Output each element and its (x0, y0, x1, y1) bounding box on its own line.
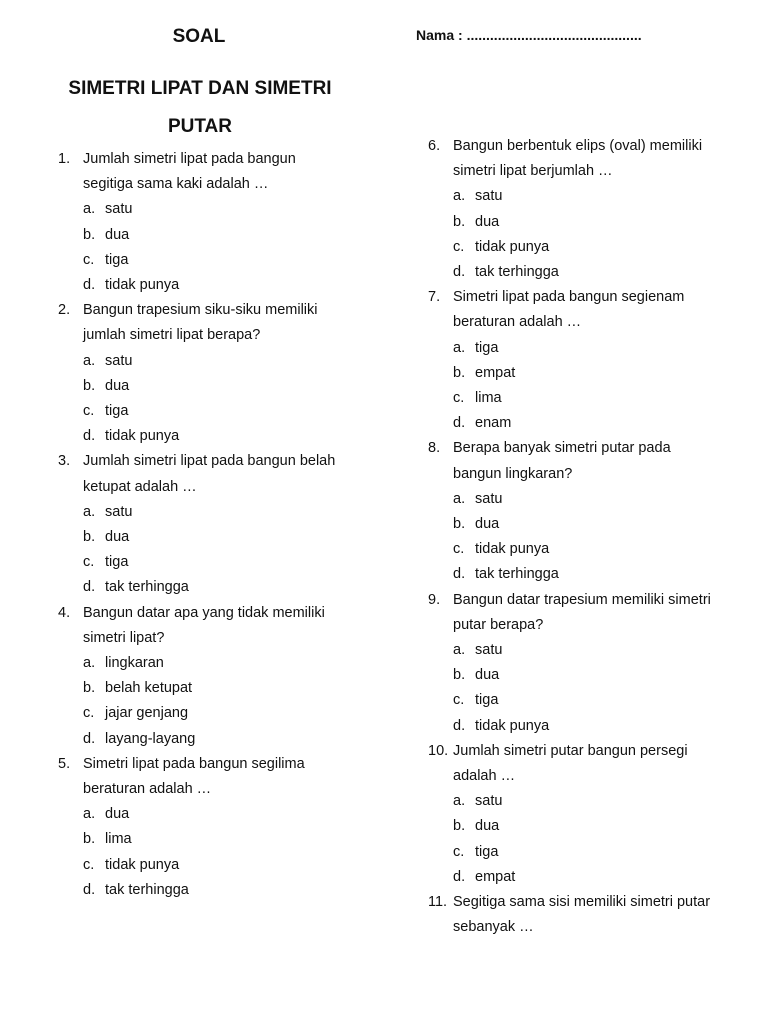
question-number (58, 172, 83, 197)
question-line (58, 172, 378, 197)
question-number (428, 613, 453, 638)
question-number (428, 462, 453, 487)
answer-option[interactable] (58, 878, 378, 903)
question-number (428, 915, 453, 940)
question-text: Bangun datar apa yang tidak memiliki (83, 604, 325, 621)
option-letter: b. (453, 516, 466, 533)
answer-option[interactable] (428, 336, 748, 361)
question-4 (58, 601, 378, 752)
question-3 (58, 449, 378, 600)
question-number: 7. (428, 289, 441, 306)
option-letter: a. (453, 188, 466, 205)
answer-option[interactable] (428, 789, 748, 814)
answer-option[interactable] (58, 853, 378, 878)
answer-option[interactable] (428, 840, 748, 865)
answer-option[interactable] (58, 500, 378, 525)
question-10 (428, 739, 748, 890)
option-text: satu (475, 642, 503, 659)
option-text: tiga (475, 843, 499, 860)
answer-option[interactable] (58, 676, 378, 701)
question-number (428, 310, 453, 335)
question-line (428, 890, 748, 915)
answer-option[interactable] (428, 663, 748, 688)
answer-option[interactable] (428, 714, 748, 739)
question-line (428, 462, 748, 487)
answer-option[interactable] (58, 349, 378, 374)
option-letter: d. (83, 579, 96, 596)
question-line (428, 285, 748, 310)
question-text: Jumlah simetri lipat pada bangun belah (83, 453, 336, 470)
option-letter: b. (83, 831, 96, 848)
option-text: dua (475, 818, 500, 835)
answer-option[interactable] (58, 727, 378, 752)
question-text: adalah … (453, 768, 516, 785)
option-text: tak terhingga (475, 264, 559, 281)
answer-option[interactable] (428, 487, 748, 512)
question-line (428, 739, 748, 764)
option-text: tak terhingga (105, 579, 189, 596)
option-letter: d. (83, 730, 96, 747)
question-line (58, 601, 378, 626)
option-letter: d. (453, 717, 466, 734)
option-text: tiga (475, 692, 499, 709)
question-line (58, 323, 378, 348)
title-line-2: PUTAR (167, 116, 233, 137)
question-line (428, 613, 748, 638)
option-text: tidak punya (105, 856, 180, 873)
option-letter: a. (83, 201, 96, 218)
option-text: tiga (105, 403, 129, 420)
option-letter: b. (83, 529, 96, 546)
answer-option[interactable] (58, 701, 378, 726)
question-text: simetri lipat berjumlah … (453, 163, 613, 180)
option-text: enam (475, 415, 512, 432)
question-line (428, 159, 748, 184)
option-letter: d. (83, 881, 96, 898)
option-text: empat (475, 364, 516, 381)
question-number: 5. (58, 755, 71, 772)
answer-option[interactable] (58, 197, 378, 222)
question-11 (428, 890, 748, 940)
option-text: satu (475, 793, 503, 810)
answer-option[interactable] (428, 184, 748, 209)
answer-option[interactable] (428, 210, 748, 235)
option-letter: a. (83, 655, 96, 672)
option-letter: d. (453, 415, 466, 432)
option-letter: a. (83, 503, 96, 520)
option-text: belah ketupat (105, 680, 193, 697)
option-letter: a. (453, 642, 466, 659)
question-2 (58, 298, 378, 449)
option-text: tak terhingga (475, 566, 559, 583)
option-text: dua (105, 806, 130, 823)
option-text: tak terhingga (105, 881, 189, 898)
answer-option[interactable] (58, 248, 378, 273)
question-7 (428, 285, 748, 436)
question-line (428, 588, 748, 613)
option-letter: d. (453, 868, 466, 885)
option-text: layang-layang (105, 730, 196, 747)
option-text: tidak punya (105, 428, 180, 445)
question-text: Bangun berbentuk elips (oval) memiliki (453, 138, 703, 154)
question-text: beraturan adalah … (83, 781, 212, 798)
option-text: satu (475, 490, 503, 507)
option-text: dua (105, 529, 130, 546)
answer-option[interactable] (428, 537, 748, 562)
option-letter: c. (83, 251, 95, 268)
question-6 (428, 134, 748, 285)
question-text: Bangun trapesium siku-siku memiliki (83, 302, 318, 319)
option-letter: a. (453, 339, 466, 356)
option-letter: d. (453, 264, 466, 281)
answer-option[interactable] (428, 361, 748, 386)
option-text: tidak punya (105, 277, 180, 294)
answer-option[interactable] (58, 399, 378, 424)
answer-option[interactable] (58, 575, 378, 600)
question-number: 4. (58, 604, 71, 621)
question-number (58, 475, 83, 500)
question-line (58, 298, 378, 323)
option-letter: a. (453, 793, 466, 810)
question-text: Simetri lipat pada bangun segienam (453, 289, 685, 306)
answer-option[interactable] (58, 802, 378, 827)
question-line (58, 626, 378, 651)
question-text: ketupat adalah … (83, 478, 197, 495)
option-letter: c. (453, 843, 465, 860)
option-text: tidak punya (475, 541, 550, 558)
answer-option[interactable] (58, 374, 378, 399)
question-text: bangun lingkaran? (453, 465, 573, 482)
answer-option[interactable] (428, 260, 748, 285)
question-line (58, 147, 378, 172)
question-text: sebanyak … (453, 919, 534, 936)
option-letter: b. (453, 667, 466, 684)
question-number: 11. (428, 894, 448, 911)
option-text: tidak punya (475, 717, 550, 734)
answer-option[interactable] (428, 562, 748, 587)
answer-option[interactable] (58, 525, 378, 550)
option-letter: d. (83, 428, 96, 445)
option-letter: c. (453, 238, 465, 255)
option-text: tiga (105, 251, 129, 268)
option-letter: b. (453, 818, 466, 835)
right-column (428, 134, 748, 941)
option-letter: c. (453, 390, 465, 407)
option-letter: b. (83, 377, 96, 394)
question-number: 1. (58, 151, 71, 167)
question-number: 8. (428, 440, 441, 457)
question-number (428, 159, 453, 184)
question-line (428, 915, 748, 940)
answer-option[interactable] (428, 386, 748, 411)
question-text: Jumlah simetri putar bangun persegi (453, 742, 688, 759)
question-number (58, 626, 83, 651)
question-line (428, 310, 748, 335)
question-text: simetri lipat? (83, 629, 165, 646)
option-letter: c. (83, 705, 95, 722)
left-column (58, 147, 378, 903)
question-number: 2. (58, 302, 71, 319)
answer-option[interactable] (428, 865, 748, 890)
option-text: dua (475, 667, 500, 684)
answer-option[interactable] (58, 273, 378, 298)
question-line (58, 475, 378, 500)
answer-option[interactable] (428, 688, 748, 713)
option-letter: b. (453, 364, 466, 381)
answer-option[interactable] (58, 550, 378, 575)
question-number (428, 764, 453, 789)
option-text: dua (105, 377, 130, 394)
option-text: dua (475, 213, 500, 230)
option-text: satu (105, 201, 133, 218)
option-text: lima (475, 390, 502, 407)
question-number (58, 323, 83, 348)
option-text: satu (105, 352, 133, 369)
option-letter: d. (453, 566, 466, 583)
option-text: satu (105, 503, 133, 520)
question-line (58, 777, 378, 802)
answer-option[interactable] (428, 411, 748, 436)
question-text: putar berapa? (453, 616, 544, 633)
option-text: empat (475, 868, 516, 885)
question-number: 3. (58, 453, 71, 470)
question-number (58, 777, 83, 802)
question-line (428, 764, 748, 789)
option-letter: b. (83, 680, 96, 697)
option-text: tiga (475, 339, 499, 356)
option-text: tidak punya (475, 238, 550, 255)
name-field[interactable]: Nama : ............................................. (416, 27, 642, 43)
answer-option[interactable] (58, 651, 378, 676)
option-letter: a. (453, 490, 466, 507)
question-line (58, 449, 378, 474)
option-text: dua (105, 226, 130, 243)
option-letter: a. (83, 352, 96, 369)
option-text: satu (475, 188, 503, 205)
question-number: 10. (428, 742, 449, 759)
question-line (428, 436, 748, 461)
question-text: jumlah simetri lipat berapa? (83, 327, 261, 344)
question-text: Berapa banyak simetri putar pada (453, 440, 671, 457)
question-text: Jumlah simetri lipat pada bangun (83, 151, 296, 167)
option-text: dua (475, 516, 500, 533)
question-number: 9. (428, 591, 441, 608)
option-letter: b. (83, 226, 96, 243)
question-text: Bangun datar trapesium memiliki simetri (453, 591, 711, 608)
title-soal: SOAL (172, 26, 226, 47)
question-text: segitiga sama kaki adalah … (83, 176, 269, 193)
answer-option[interactable] (428, 512, 748, 537)
option-text: lingkaran (105, 655, 164, 672)
question-number: 6. (428, 138, 441, 154)
option-text: tiga (105, 554, 129, 571)
question-line (428, 134, 748, 159)
question-8 (428, 436, 748, 587)
question-line (58, 752, 378, 777)
question-9 (428, 588, 748, 739)
question-text: Simetri lipat pada bangun segilima (83, 755, 305, 772)
answer-option[interactable] (428, 814, 748, 839)
option-letter: c. (453, 541, 465, 558)
question-text: beraturan adalah … (453, 314, 582, 331)
question-text: Segitiga sama sisi memiliki simetri putar (453, 894, 711, 911)
option-letter: d. (83, 277, 96, 294)
option-letter: c. (83, 554, 95, 571)
answer-option[interactable] (58, 827, 378, 852)
question-5 (58, 752, 378, 903)
option-text: lima (105, 831, 132, 848)
title-line-1: SIMETRI LIPAT DAN SIMETRI (68, 78, 332, 99)
option-letter: c. (83, 403, 95, 420)
page-title (30, 70, 370, 146)
answer-option[interactable] (428, 638, 748, 663)
option-text: jajar genjang (105, 705, 189, 722)
option-letter: a. (83, 806, 96, 823)
question-1 (58, 147, 378, 298)
option-letter: b. (453, 213, 466, 230)
option-letter: c. (453, 692, 465, 709)
answer-option[interactable] (428, 235, 748, 260)
answer-option[interactable] (58, 223, 378, 248)
option-letter: c. (83, 856, 95, 873)
answer-option[interactable] (58, 424, 378, 449)
